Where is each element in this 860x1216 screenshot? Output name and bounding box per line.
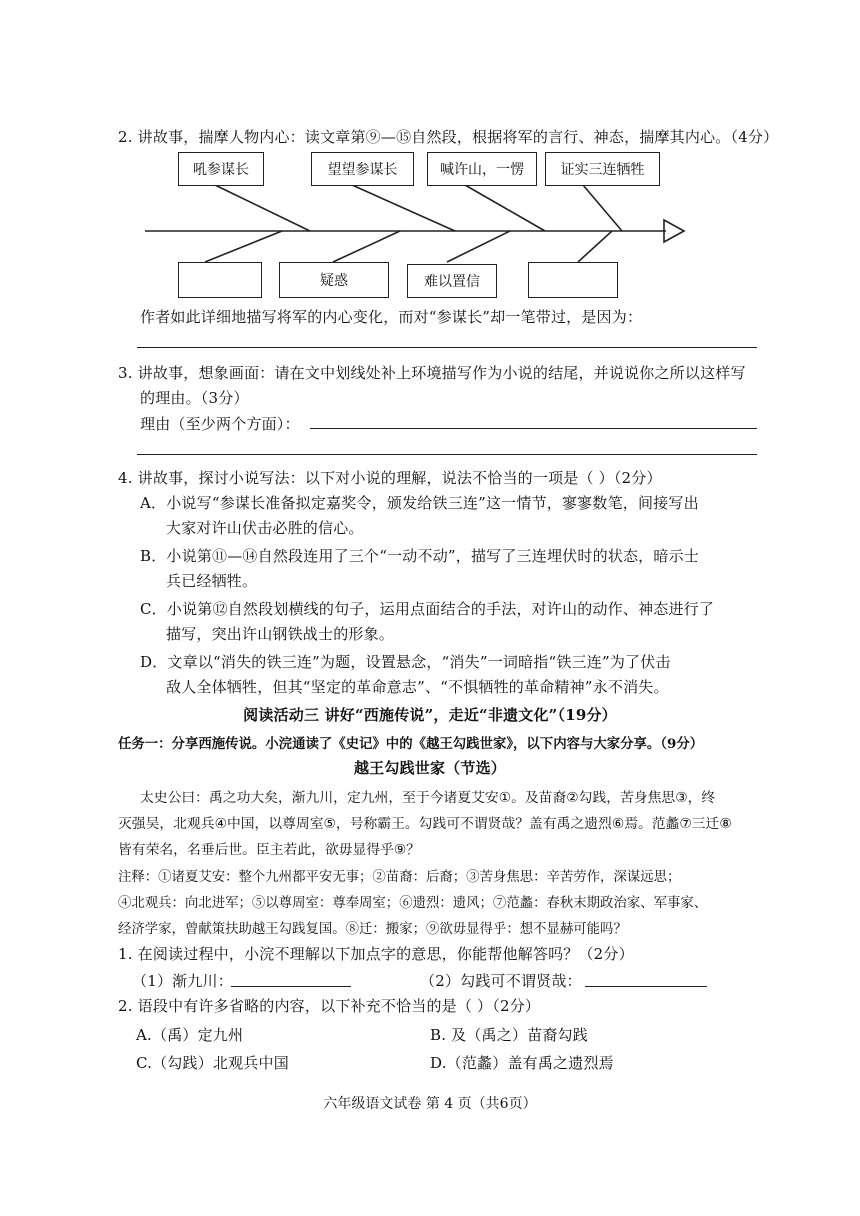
q2-stem: 2. 讲故事，揣摩人物内心：读文章第⑨—⑮自然段，根据将军的言行、神态，揣摩其内心。（4分） (118, 128, 779, 146)
fishbone-arrow-head (664, 220, 684, 242)
bone-lower-4 (578, 231, 612, 262)
bone-lower-2 (333, 231, 400, 262)
q4-option-c-cont: 描写，突出许山钢铁战士的形象。 (166, 625, 395, 643)
q4-option-a: A．小说写“参谋长准备拟定嘉奖令，颁发给铁三连”这一情节，寥寥数笔，间接写出 (140, 494, 699, 512)
bone-upper-4 (583, 185, 622, 231)
q2-prompt: 作者如此详细地描写将军的内心变化，而对“参谋长”却一笔带过，是因为： (140, 308, 643, 326)
subq2-option-c: C.（勾践）北观兵中国 (136, 1054, 289, 1072)
subq2-option-d: D.（范蠡）盖有禹之遗烈焉 (430, 1054, 614, 1072)
note-line-1: 注释：①诸夏艾安：整个九州都平安无事；②苗裔：后裔；③苦身焦思：辛苦劳作，深谋远思； (118, 870, 681, 885)
passage-line-1: 太史公曰：禹之功大矣，渐九川，定九州，至于今诸夏艾安①。及苗裔②勾践，苦身焦思③，终 (140, 790, 716, 806)
top-box-3: 喊许山，一愣 (427, 152, 537, 186)
subq2-stem: 2. 语段中有许多省略的内容，以下补充不恰当的是（ ）（2分） (118, 997, 541, 1015)
bottom-box-1-blank[interactable] (178, 262, 262, 298)
q4-option-b-cont: 兵已经牺牲。 (166, 572, 258, 590)
passage-line-2: 灭强吴，北观兵④中国，以尊周室⑤，号称霸王。勾践可不谓贤哉？盖有禹之遗烈⑥焉。范蠡⑦三迁⑧ (118, 816, 732, 832)
q3-line2: 的理由。（3分） (140, 389, 249, 407)
passage-line-3: 皆有荣名，名垂后世。臣主若此，欲毋显得乎⑨？ (118, 842, 421, 858)
subq1-item2: （2）勾践可不谓贤哉： (420, 972, 582, 990)
activity3-title: 阅读活动三 讲好“西施传说”，走近“非遗文化”（19分） (243, 706, 617, 724)
q4-option-c: C．小说第⑫自然段划横线的句子，运用点面结合的手法，对许山的动作、神态进行了 (140, 600, 715, 618)
subq1-stem: 1. 在阅读过程中，小浣不理解以下加点字的意思，你能帮他解答吗？（2分） (118, 945, 634, 963)
subq2-option-a: A.（禹）定九州 (136, 1026, 244, 1044)
q4-option-d-cont: 敌人全体牺牲，但其“坚定的革命意志”、“不惧牺牲的革命精神”永不消失。 (166, 678, 669, 696)
bone-upper-3 (465, 185, 545, 231)
bone-upper-2 (352, 185, 455, 231)
top-box-1: 吼参谋长 (178, 152, 264, 186)
subq1-item1-answer-line[interactable] (231, 986, 351, 987)
subq1-item2-answer-line[interactable] (585, 986, 707, 987)
top-box-4: 证实三连牺牲 (545, 152, 660, 186)
q4-stem: 4. 讲故事，探讨小说写法：以下对小说的理解，说法不恰当的一项是（ ）（2分） (118, 469, 662, 487)
note-line-2: ④北观兵：向北进军；⑤以尊周室：尊奉周室；⑥遗烈：遗风；⑦范蠡：春秋末期政治家、军事家、 (118, 896, 708, 911)
bottom-box-4-blank[interactable] (528, 262, 618, 298)
q4-option-a-cont: 大家对许山伏击必胜的信心。 (166, 519, 364, 537)
task1-heading: 任务一：分享西施传说。小浣通读了《史记》中的《越王勾践世家》，以下内容与大家分享。（9分） (118, 736, 704, 752)
q3-answer-line-2[interactable] (137, 454, 757, 455)
q2-answer-line[interactable] (137, 347, 757, 348)
q4-option-d: D．文章以“消失的铁三连”为题，设置悬念，“消失”一词暗指“铁三连”为了伏击 (140, 653, 671, 671)
bottom-box-3: 难以置信 (407, 264, 497, 298)
subq2-option-b: B. 及（禹之）苗裔勾践 (430, 1026, 588, 1044)
q3-line1: 3. 讲故事，想象画面：请在文中划线处补上环境描写作为小说的结尾，并说说你之所以这样写 (118, 364, 746, 382)
passage-title: 越王勾践世家（节选） (353, 759, 506, 777)
bottom-box-2: 疑惑 (279, 262, 389, 298)
q4-option-b: B．小说第⑪—⑭自然段连用了三个“一动不动”，描写了三连埋伏时的状态，暗示士 (140, 547, 699, 565)
bone-lower-3 (447, 231, 510, 262)
q3-answer-line-1[interactable] (310, 428, 757, 429)
top-box-2: 望望参谋长 (311, 152, 414, 186)
note-line-3: 经济学家，曾献策扶助越王勾践复国。⑧迁：搬家；⑨欲毋显得乎：想不显赫可能吗？ (118, 922, 627, 937)
bone-upper-1 (215, 185, 310, 231)
q3-reason-label: 理由（至少两个方面）： (140, 415, 300, 433)
page-footer: 六年级语文试卷 第 4 页（共6页） (323, 1096, 537, 1112)
subq1-item1: （1）渐九川： (132, 972, 233, 990)
bone-lower-1 (205, 231, 282, 262)
